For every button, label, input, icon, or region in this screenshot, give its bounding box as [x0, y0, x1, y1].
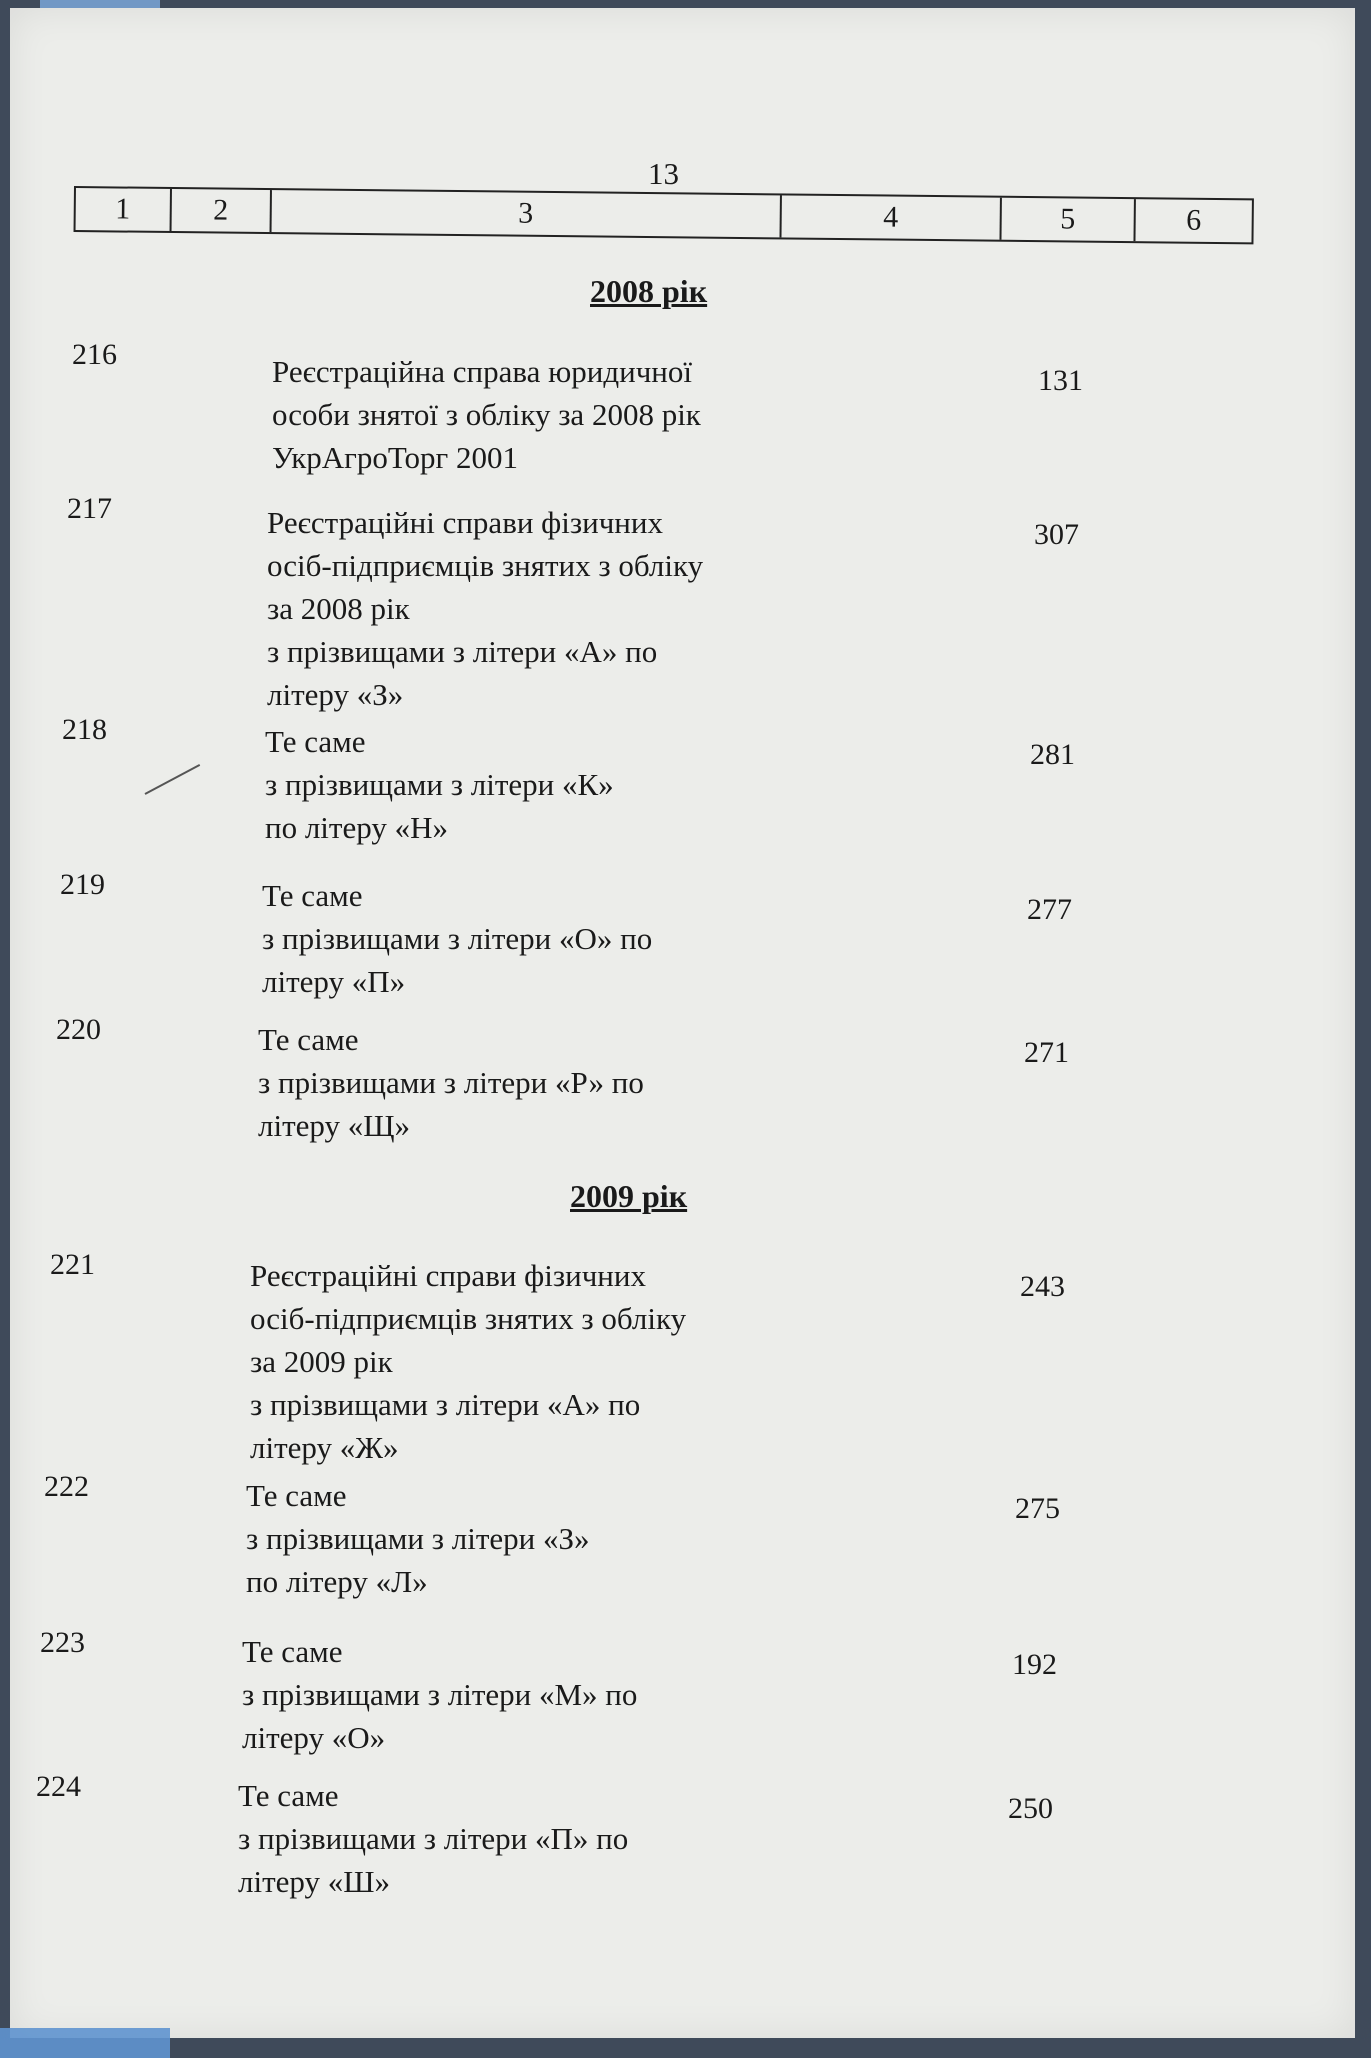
- entry-title: Те саме з прізвищами з літери «М» по літеру «О»: [242, 1634, 638, 1755]
- entry-number: 217: [67, 492, 112, 525]
- entry-sheet-count: 277: [1027, 893, 1072, 926]
- entry-title: Реєстраційні справи фізичних осіб-підприємців знятих з обліку за 2008 рік з прізвищами з літери «А» по літеру «З»: [267, 505, 704, 712]
- entry-number: 221: [50, 1248, 95, 1281]
- entry-number: 220: [56, 1013, 101, 1046]
- tape-strip-bottom: [0, 2028, 170, 2058]
- pen-mark: [145, 764, 201, 795]
- entry-sheet-count: 192: [1012, 1648, 1057, 1681]
- entry-sheet-count: 250: [1008, 1792, 1053, 1825]
- entry-sheet-count: 307: [1034, 518, 1079, 551]
- column-header-1: 1: [76, 188, 172, 231]
- entry-title: Реєстраційна справа юридичної особи знятої з обліку за 2008 рік УкрАгроТорг 2001: [272, 354, 701, 475]
- column-header-3: 3: [272, 190, 782, 237]
- year-heading-2008: 2008 рік: [590, 273, 708, 309]
- entry-sheet-count: 281: [1030, 738, 1075, 771]
- entry-sheet-count: 131: [1038, 364, 1083, 397]
- column-header-5: 5: [1001, 198, 1135, 241]
- column-header-table: [74, 186, 1254, 244]
- column-header-2: 2: [172, 189, 272, 232]
- entry-number: 222: [44, 1470, 89, 1503]
- entry-title: Те саме з прізвищами з літери «З» по літеру «Л»: [246, 1478, 590, 1599]
- year-heading-2009: 2009 рік: [570, 1178, 688, 1214]
- entry-title: Те саме з прізвищами з літери «Р» по літеру «Щ»: [258, 1022, 644, 1143]
- page-number: 13: [648, 156, 679, 191]
- column-header-6: 6: [1186, 203, 1202, 237]
- entry-number: 219: [60, 868, 105, 901]
- entry-title: Те саме з прізвищами з літери «К» по літеру «Н»: [265, 724, 614, 845]
- entry-title: Те саме з прізвищами з літери «О» по літеру «П»: [262, 878, 653, 999]
- entry-number: 223: [40, 1626, 85, 1659]
- entry-number: 216: [72, 338, 117, 371]
- entry-title: Те саме з прізвищами з літери «П» по літеру «Ш»: [238, 1778, 629, 1899]
- entry-sheet-count: 275: [1015, 1492, 1060, 1525]
- entry-number: 218: [62, 713, 107, 746]
- entry-sheet-count: 271: [1024, 1036, 1069, 1069]
- document-page: [10, 8, 1355, 2038]
- column-header-4: 4: [782, 195, 1002, 239]
- entry-sheet-count: 243: [1020, 1270, 1065, 1303]
- entry-title: Реєстраційні справи фізичних осіб-підприємців знятих з обліку за 2009 рік з прізвищами з літери «А» по літеру «Ж»: [250, 1258, 687, 1465]
- entry-number: 224: [36, 1770, 81, 1803]
